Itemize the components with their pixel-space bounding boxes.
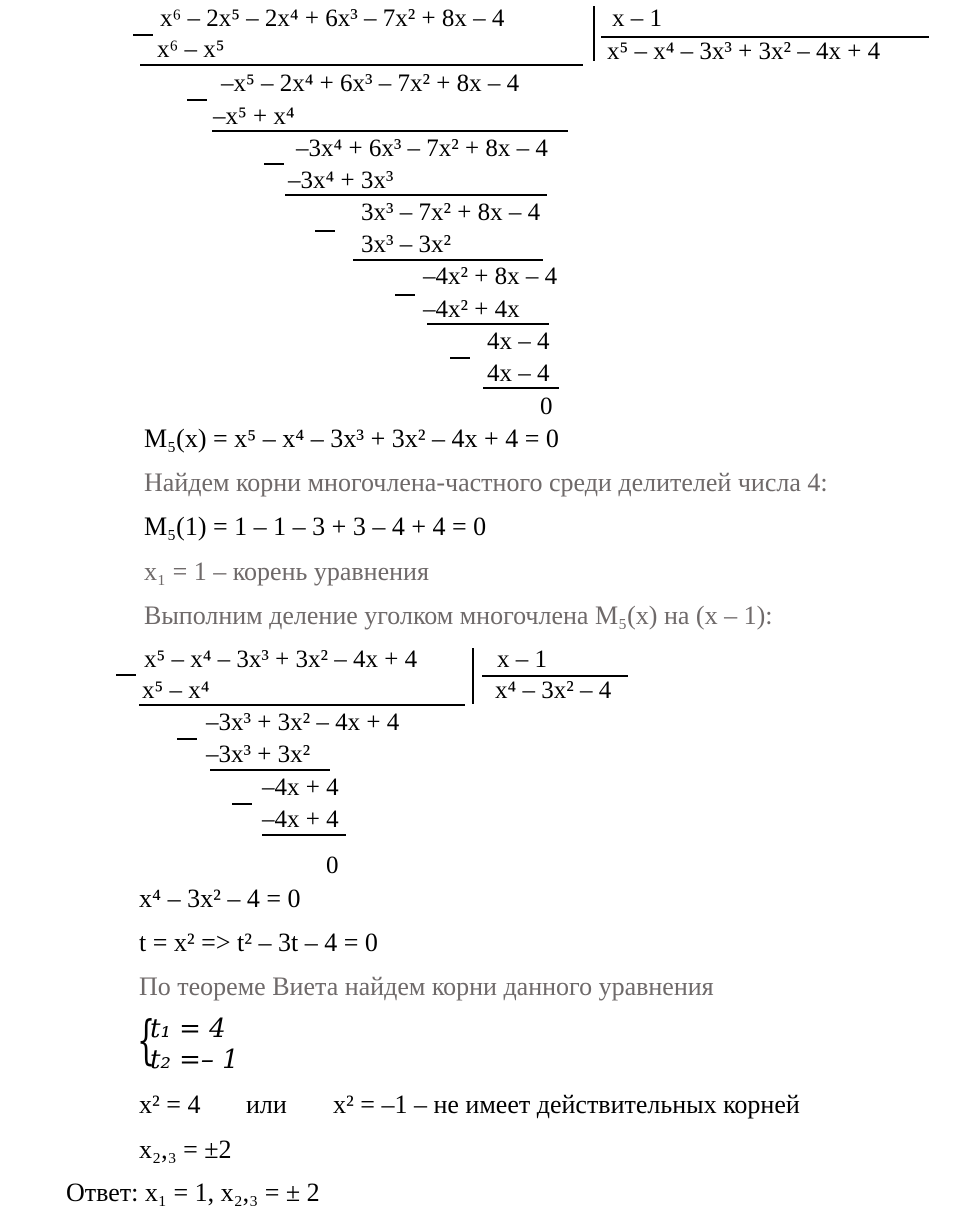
- minus-sign: [187, 99, 207, 101]
- remainder-step: –3x⁴ + 6x³ – 7x² + 8x – 4: [296, 135, 548, 162]
- m5-at-1: M₅(1) = 1 – 1 – 3 + 3 – 4 + 4 = 0: [144, 512, 487, 541]
- system-brace: {: [137, 1011, 156, 1071]
- divisor: x – 1: [497, 646, 547, 673]
- case-1: x² = 4: [139, 1090, 201, 1119]
- division-line: [483, 387, 559, 389]
- subtrahend: –3x⁴ + 3x³: [288, 167, 394, 194]
- division-line: [353, 259, 543, 261]
- minus-sign: [450, 357, 470, 359]
- subtrahend: 3x³ – 3x²: [361, 231, 451, 258]
- remainder-step: 3x³ – 7x² + 8x – 4: [361, 199, 541, 226]
- dividend: x⁶ – 2x⁵ – 2x⁴ + 6x³ – 7x² + 8x – 4: [160, 5, 505, 32]
- m5-equation: M₅(x) = x⁵ – x⁴ – 3x³ + 3x² – 4x + 4 = 0: [144, 424, 559, 453]
- division-line: [139, 704, 465, 706]
- subtrahend: –3x³ + 3x²: [206, 741, 311, 768]
- remainder-zero: 0: [326, 852, 339, 879]
- division-line: [210, 769, 330, 771]
- subtrahend: 4x – 4: [487, 360, 550, 387]
- quotient: x⁵ – x⁴ – 3x³ + 3x² – 4x + 4: [607, 38, 881, 65]
- or-word: или: [246, 1090, 287, 1119]
- division-line: [427, 323, 549, 325]
- division-line: [212, 130, 568, 132]
- minus-sign: [264, 163, 284, 165]
- subtrahend: x⁵ – x⁴: [142, 677, 210, 704]
- remainder-step: –4x² + 8x – 4: [423, 263, 558, 290]
- root-note: x₁ = 1 – корень уравнения: [144, 557, 429, 586]
- remainder-zero: 0: [540, 393, 553, 420]
- minus-sign: [395, 294, 415, 296]
- remainder-step: 4x – 4: [487, 328, 550, 355]
- minus-sign: [116, 674, 136, 676]
- minus-sign: [177, 738, 197, 740]
- divisor: x – 1: [612, 5, 662, 32]
- division-line: [262, 834, 346, 836]
- remainder-step: –4x + 4: [262, 774, 339, 801]
- dividend: x⁵ – x⁴ – 3x³ + 3x² – 4x + 4: [144, 646, 418, 673]
- subtrahend: –x⁵ + x⁴: [213, 103, 295, 130]
- quartic-equation: x⁴ – 3x² – 4 = 0: [139, 884, 301, 913]
- t1-value: t₁ = 4: [150, 1014, 226, 1044]
- division-line: [285, 194, 547, 196]
- division-bracket: [472, 648, 474, 704]
- answer: Ответ: x₁ = 1, x₂,₃ = ± 2: [66, 1178, 320, 1207]
- division-line: [140, 64, 583, 66]
- quotient: x⁴ – 3x² – 4: [495, 677, 612, 704]
- remainder-step: –3x³ + 3x² – 4x + 4: [206, 709, 400, 736]
- find-roots-note: Найдем корни многочлена-частного среди делителей числа 4:: [144, 468, 828, 497]
- division-note: Выполним деление уголком многочлена M₅(x) на (x – 1):: [144, 601, 773, 630]
- division-bracket: [593, 6, 595, 61]
- t2-value: t₂ =– 1: [150, 1045, 239, 1075]
- subtrahend: –4x² + 4x: [423, 296, 520, 323]
- vieta-note: По теореме Виета найдем корни данного уравнения: [139, 972, 714, 1001]
- case-2: x² = –1 – не имеет действительных корней: [333, 1090, 800, 1119]
- substitution: t = x² => t² – 3t – 4 = 0: [139, 928, 378, 957]
- x23-value: x₂,₃ = ±2: [139, 1135, 232, 1164]
- minus-sign: [133, 34, 153, 36]
- minus-sign: [232, 803, 252, 805]
- subtrahend: x⁶ – x⁵: [157, 36, 225, 63]
- subtrahend: –4x + 4: [262, 806, 339, 833]
- minus-sign: [315, 230, 335, 232]
- remainder-step: –x⁵ – 2x⁴ + 6x³ – 7x² + 8x – 4: [221, 70, 520, 97]
